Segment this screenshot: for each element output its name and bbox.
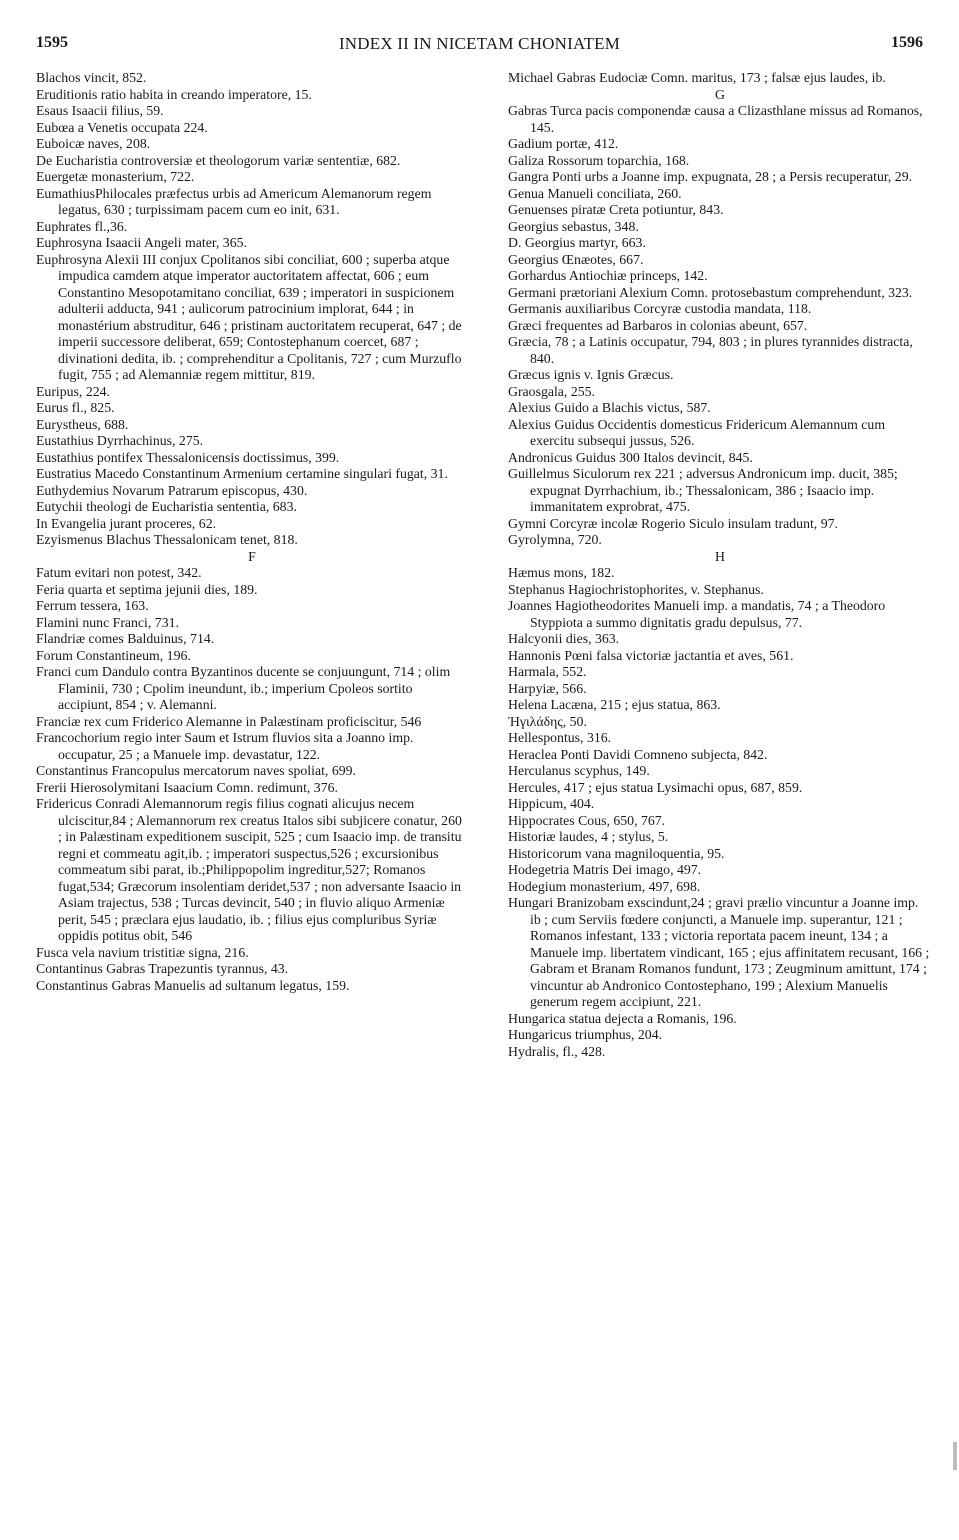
index-entry: D. Georgius martyr, 663. (508, 235, 646, 250)
page-header (36, 34, 923, 56)
index-entry: Gymni Corcyræ incolæ Rogerio Siculo insulam tradunt, 97. (508, 515, 838, 531)
index-entry: Hippocrates Cous, 650, 767. (508, 812, 666, 828)
index-entry: Euthydemius Novarum Patrarum episcopus, 430. (36, 482, 308, 498)
index-entry: Gangra Ponti urbs a Joanne imp. expugnata, 28 ; a Persis recuperatur, 29. (508, 169, 913, 184)
index-entry: Herculanus scyphus, 149. (508, 763, 650, 778)
index-entry: Fridericus Conradi Alemannorum regis filius cognati alicujus necem ulciscitur,84 ; Alemannorum rex creatus Italos sibi subjicere conatur, 260 ; in Palæstinam expeditionem suscipit, 525 ; cum Isaacio imp. de transitu regni et commeatu agit,ib. ; imperatori suspectus,526 ; excursionibus commeatum sibi parat, ib.;Philippopolim ingreditur,527; Romanos fugat,534; Græcorum insolentiam deridet,537 ; non adversante Isaacio in Asiam trajectus, 538 ; Turcas devincit, 540 ; in fluvio aliquo Armeniæ perit, 545 ; præclara ejus laudatio, ib. ; filius ejus compluribus Syriæ oppidis potitus obit, 546 (36, 796, 462, 943)
index-entry: Ezyismenus Blachus Thessalonicam tenet, 818. (36, 532, 298, 547)
index-entry: Eustratius Macedo Constantinum Armenium certamine singulari fugat, 31. (36, 466, 448, 481)
index-entry: Georgius Œnæotes, 667. (508, 251, 644, 267)
index-entry: Joannes Hagiotheodorites Manueli imp. a mandatis, 74 ; a Theodoro Styppiota a summo dignitatis gradu depulsus, 77. (508, 598, 886, 630)
index-entry: Hercules, 417 ; ejus statua Lysimachi opus, 687, 859. (508, 779, 803, 795)
right-column (508, 70, 932, 1060)
index-entry: Eurystheus, 688. (36, 416, 129, 432)
index-entry: Euphrosyna Alexii III conjux Cpolitanos sibi conciliat, 600 ; superba atque impudica camdem atque imperator auctoritatem affectat, 606 ; eum Constantino Mesopotamitano conciliat, 639 ; imperatori in suspicionem adulterii adducta, 941 ; aulicorum patrocinium implorat, 644 ; in monastérium abstruditur, 646 ; pristinam auctoritatem recuperat, 647 ; de imperii successore deliberat, 659; Contostephanum coercet, 687 ; divinationi dedita, ib. ; comprehenditur a Cpolitanis, 727 ; cum Murzuflo fugit, 755 ; ad Alemanniæ regem mittitur, 819. (36, 251, 462, 382)
index-entry: Historiæ laudes, 4 ; stylus, 5. (508, 829, 669, 844)
index-entry: Ferrum tessera, 163. (36, 598, 149, 613)
index-entry: Harpyiæ, 566. (508, 680, 587, 696)
index-entry: Gadium portæ, 412. (508, 136, 619, 151)
index-entry: Gabras Turca pacis componendæ causa a Clizasthlane missus ad Romanos, 145. (508, 103, 923, 135)
index-entry: Euboicæ naves, 208. (36, 136, 151, 151)
index-entry: Georgius sebastus, 348. (508, 218, 639, 234)
index-entry: Andronicus Guidus 300 Italos devincit, 845. (508, 449, 753, 465)
index-entry: Franciæ rex cum Friderico Alemanne in Palæstinam proficiscitur, 546 (36, 713, 422, 729)
index-entry: Euphrosyna Isaacii Angeli mater, 365. (36, 235, 247, 250)
index-entry: Hungari Branizobam exscindunt,24 ; gravi prælio vincuntur a Joanne imp. ib ; cum Serviis fœdere conjuncti, a Manuele imp. superantur, 121 ; Romanos infestant, 133 ; victoria reportata pacem ineunt, 134 ; a Manuele imp. libertatem vindicant, 165 ; ejus affinitatem recusant, 166 ; Gabram et Branam Romanos fundunt, 173 ; Zeugminum amittunt, 174 ; vincuntur ab Andronico Contostephano, 199 ; Alexium Manuelis generum regem accipiunt, 221. (508, 895, 930, 1009)
index-entry: Fatum evitari non potest, 342. (36, 565, 202, 580)
index-entry: Contantinus Gabras Trapezuntis tyrannus, 43. (36, 961, 289, 976)
index-entry: Franci cum Dandulo contra Byzantinos ducente se conjuungunt, 714 ; olim Flaminii, 730 ; Cpolim ineundunt, ib.; imperium Cpoleos sortito accipiunt, 854 ; v. Alemanni. (36, 664, 451, 712)
index-entry: Gyrolymna, 720. (508, 532, 602, 547)
index-entry: Eruditionis ratio habita in creando imperatore, 15. (36, 86, 312, 102)
index-entry: Græci frequentes ad Barbaros in colonias abeunt, 657. (508, 317, 808, 333)
section-letter: F (248, 548, 256, 564)
index-entry: Genua Manueli conciliata, 260. (508, 185, 682, 201)
index-entry: Hungaricus triumphus, 204. (508, 1027, 663, 1042)
index-entry: Graosgala, 255. (508, 383, 595, 399)
index-entry: Harmala, 552. (508, 664, 587, 679)
index-entry: Michael Gabras Eudociæ Comn. maritus, 173 ; falsæ ejus laudes, ib. (508, 70, 886, 85)
index-entry: Euphrates fl.,36. (36, 218, 128, 234)
index-entry: Esaus Isaacii filius, 59. (36, 103, 164, 118)
index-entry: Halcyonii dies, 363. (508, 631, 620, 646)
index-entry: Græcia, 78 ; a Latinis occupatur, 794, 803 ; in plures tyrannides distracta, 840. (508, 334, 913, 366)
index-entry: Flandriæ comes Balduinus, 714. (36, 631, 215, 646)
index-entry: Euripus, 224. (36, 383, 110, 399)
index-entry: Eustathius pontifex Thessalonicensis doctissimus, 399. (36, 449, 340, 465)
index-entry: Heraclea Ponti Davidi Comneno subjecta, 842. (508, 746, 768, 762)
index-entry: Alexius Guidus Occidentis domesticus Fridericum Alemannum cum exercitu subsequi jussus, 526. (508, 416, 886, 448)
index-entry: Stephanus Hagiochristophorites, v. Stephanus. (508, 581, 764, 597)
index-entry: Galiza Rossorum toparchia, 168. (508, 152, 690, 168)
index-entry: Constantinus Francopulus mercatorum naves spoliat, 699. (36, 763, 356, 778)
index-entry: Hodegetria Matris Dei imago, 497. (508, 862, 702, 877)
index-entry: Helena Lacæna, 215 ; ejus statua, 863. (508, 697, 721, 712)
section-letter: H (715, 548, 725, 564)
index-entry: Eustathius Dyrrhachinus, 275. (36, 433, 204, 448)
index-entry: Hellespontus, 316. (508, 730, 612, 745)
index-entry: Ἡγιλάδης, 50. (508, 713, 587, 729)
index-entry: Eubœa a Venetis occupata 224. (36, 119, 208, 135)
running-title: INDEX II IN NICETAM CHONIATEM (338, 34, 621, 53)
left-page-number: 1595 (36, 34, 68, 51)
index-entry: Hydralis, fl., 428. (508, 1043, 606, 1059)
index-entry: In Evangelia jurant proceres, 62. (36, 515, 217, 531)
index-entry: Hungarica statua dejecta a Romanis, 196. (508, 1010, 737, 1026)
index-entry: Forum Constantineum, 196. (36, 647, 191, 663)
index-entry: Fusca vela navium tristitiæ signa, 216. (36, 944, 249, 960)
section-letter: G (715, 86, 725, 102)
index-entry: Græcus ignis v. Ignis Græcus. (508, 367, 674, 382)
index-entry: Hæmus mons, 182. (508, 565, 615, 580)
index-entry: De Eucharistia controversiæ et theologorum variæ sententiæ, 682. (36, 152, 401, 168)
index-entry: Gorhardus Antiochiæ princeps, 142. (508, 268, 708, 283)
right-page-number: 1596 (891, 34, 923, 51)
index-entry: Genuenses piratæ Creta potiuntur, 843. (508, 202, 724, 217)
scan-edge-mark (953, 1442, 957, 1470)
index-entry: Blachos vincit, 852. (36, 70, 147, 85)
index-entry: Francochorium regio inter Saum et Istrum fluvios sita a Joanno imp. occupatur, 25 ; a Manuele imp. devastatur, 122. (36, 730, 414, 762)
index-entry: Hannonis Pœni falsa victoriæ jactantia et aves, 561. (508, 647, 794, 663)
index-entry: Historicorum vana magniloquentia, 95. (508, 845, 725, 861)
index-entry: Germanis auxiliaribus Corcyræ custodia mandata, 118. (508, 301, 812, 316)
index-entry: Guillelmus Siculorum rex 221 ; adversus Andronicum imp. ducit, 385; expugnat Dyrrhachium, ib.; Thessalonicam, 386 ; Isaacio imp. immanitatem exprobrat, 475. (508, 466, 898, 514)
index-entry: Euergetæ monasterium, 722. (36, 169, 195, 184)
index-entry: Eutychii theologi de Eucharistia sententia, 683. (36, 499, 297, 514)
index-entry: Germani prætoriani Alexium Comn. protosebastum comprehendunt, 323. (508, 284, 913, 300)
index-entry: Feria quarta et septima jejunii dies, 189. (36, 581, 258, 597)
index-entry: Hippicum, 404. (508, 796, 595, 811)
index-entry: Frerii Hierosolymitani Isaacium Comn. redimunt, 376. (36, 779, 338, 795)
index-entry: Flamini nunc Franci, 731. (36, 614, 179, 630)
index-entry: Eurus fl., 825. (36, 400, 115, 415)
index-entry: EumathiusPhilocales præfectus urbis ad Americum Alemanorum regem legatus, 630 ; turpissimam pacem cum eo init, 631. (36, 185, 432, 217)
left-column (36, 70, 468, 994)
index-entry: Hodegium monasterium, 497, 698. (508, 878, 701, 894)
index-entry: Constantinus Gabras Manuelis ad sultanum legatus, 159. (36, 977, 350, 993)
index-entry: Alexius Guido a Blachis victus, 587. (508, 400, 711, 415)
